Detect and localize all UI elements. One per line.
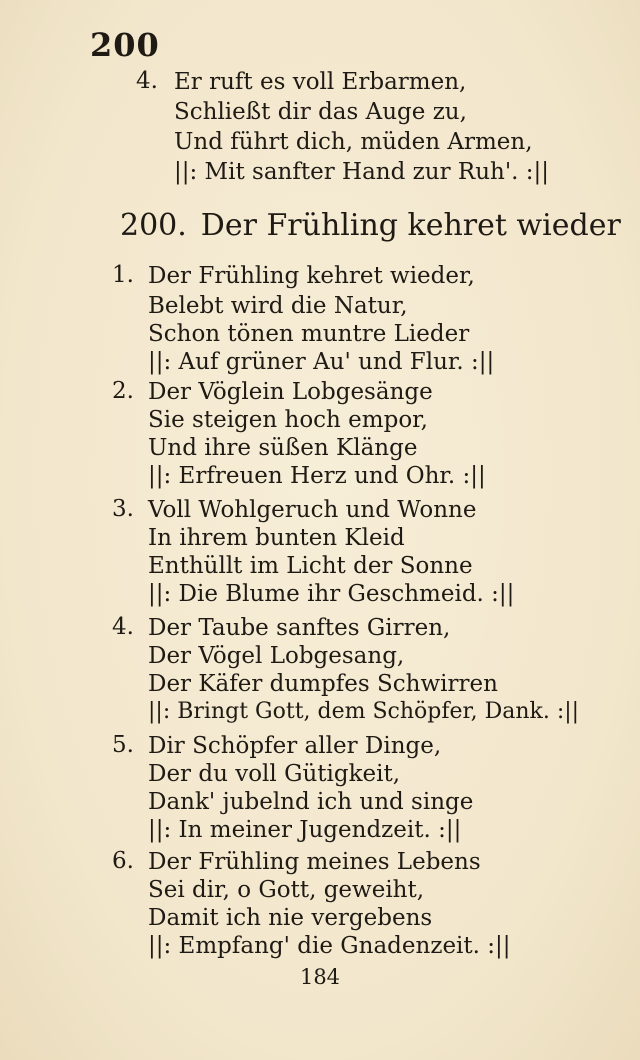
verse-line: ||: Die Blume ihr Geschmeid. :||	[148, 581, 515, 607]
verse-line: Sei dir, o Gott, geweiht,	[148, 877, 425, 903]
verse-line: Schließt dir das Auge zu,	[174, 99, 467, 125]
stanza-number: 6.	[112, 848, 134, 874]
verse-line: ||: Bringt Gott, dem Schöpfer, Dank. :||	[148, 699, 580, 724]
verse-line: Belebt wird die Natur,	[148, 293, 408, 319]
verse-line: ||: Mit sanfter Hand zur Ruh'. :||	[174, 159, 550, 185]
verse-line: Sie steigen hoch empor,	[148, 407, 428, 433]
verse-line: ||: Empfang' die Gnadenzeit. :||	[148, 933, 511, 959]
stanza-number: 1.	[112, 262, 134, 288]
verse-line: ||: Erfreuen Herz und Ohr. :||	[148, 463, 486, 489]
hymn-number: 200.	[120, 208, 187, 243]
verse-line: In ihrem bunten Kleid	[148, 525, 405, 551]
verse-line: ||: In meiner Jugendzeit. :||	[148, 817, 462, 843]
verse-line: Und ihre süßen Klänge	[148, 435, 418, 461]
verse-line: Voll Wohlgeruch und Wonne	[148, 497, 477, 523]
verse-line: Dank' jubelnd ich und singe	[148, 789, 474, 815]
verse-line: Schon tönen muntre Lieder	[148, 321, 470, 347]
stanza-number: 4.	[112, 614, 134, 640]
verse-line: ||: Auf grüner Au' und Flur. :||	[148, 349, 495, 375]
verse-line: Enthüllt im Licht der Sonne	[148, 553, 473, 579]
verse-line: Er ruft es voll Erbarmen,	[174, 69, 467, 95]
verse-line: Der Vögel Lobgesang,	[148, 643, 405, 669]
page-number: 184	[299, 965, 341, 989]
verse-line: Der Frühling meines Lebens	[148, 849, 481, 875]
stanza-number: 2.	[112, 378, 134, 404]
stanza-number: 5.	[112, 732, 134, 758]
verse-line: Der du voll Gütigkeit,	[148, 761, 401, 787]
verse-line: Dir Schöpfer aller Dinge,	[148, 733, 442, 759]
verse-line: Der Vöglein Lobgesänge	[148, 379, 433, 405]
stanza-number: 3.	[112, 496, 134, 522]
verse-line: Der Käfer dumpfes Schwirren	[148, 671, 498, 697]
hymn-heading	[120, 208, 621, 243]
stanza-number: 4.	[136, 68, 158, 94]
verse-line: Der Frühling kehret wieder,	[148, 263, 475, 289]
verse-line: Und führt dich, müden Armen,	[174, 129, 533, 155]
verse-line: Der Taube sanftes Girren,	[148, 615, 451, 641]
verse-line: Damit ich nie vergebens	[148, 905, 433, 931]
hymn-title: Der Frühling kehret wieder	[200, 208, 621, 243]
running-head-hymn-number: 200	[90, 26, 160, 64]
